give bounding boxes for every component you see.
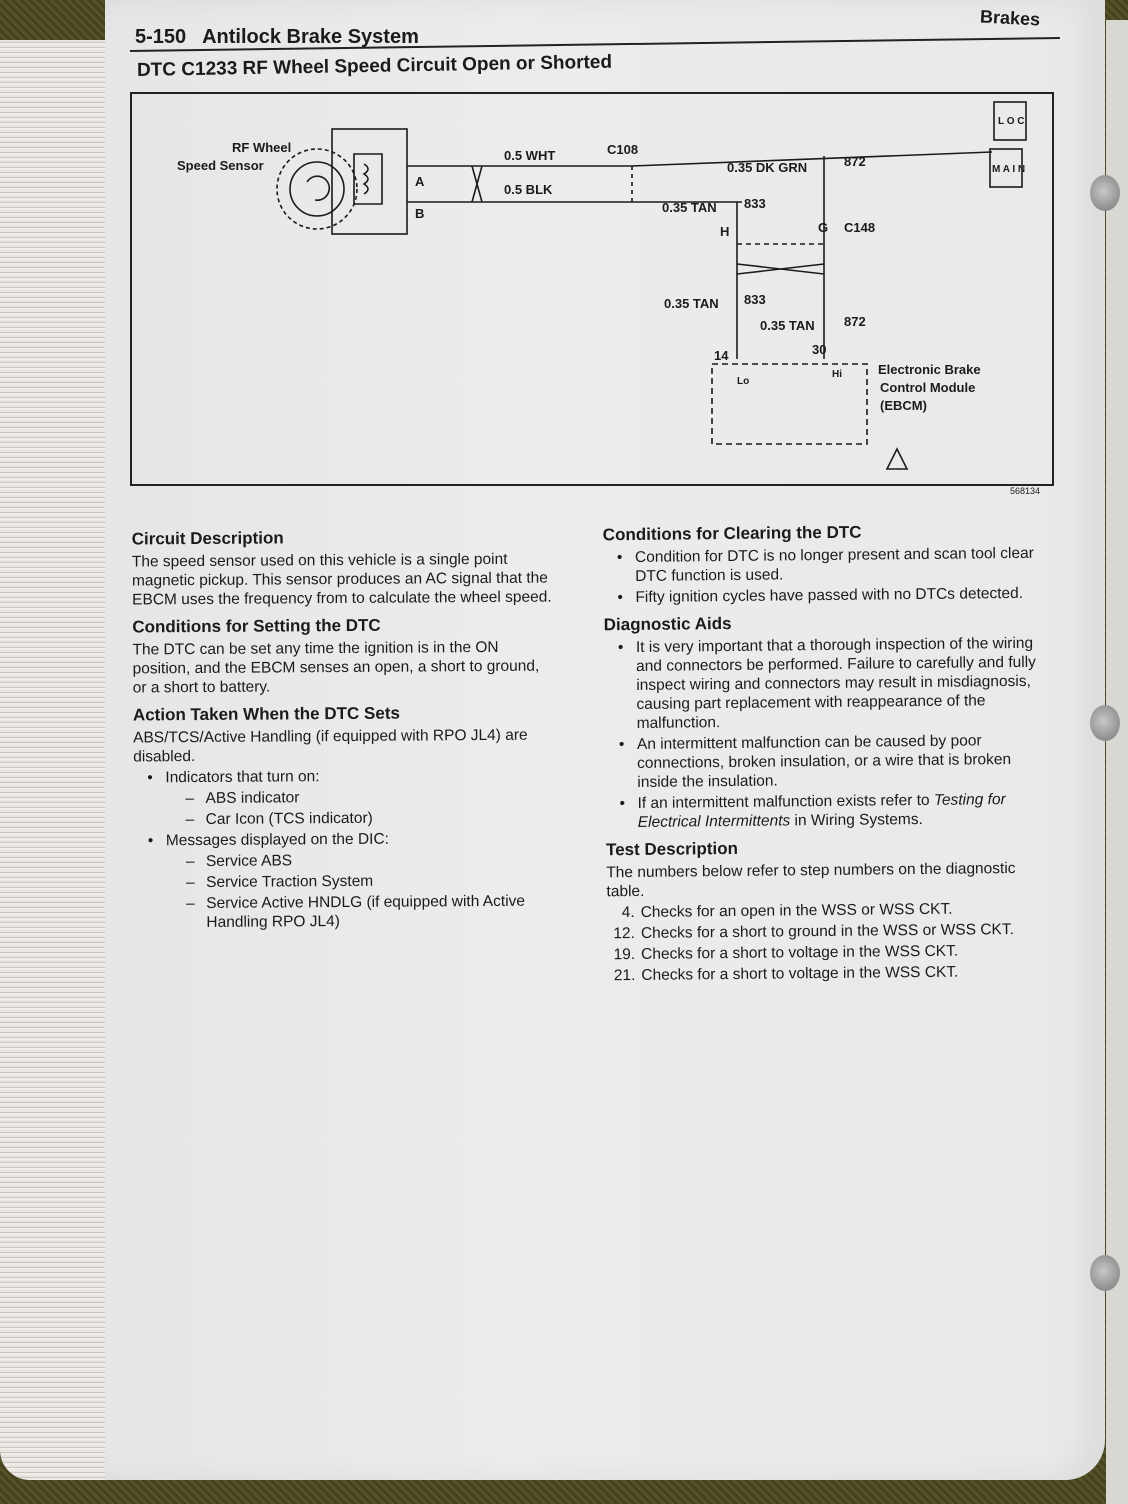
- c108-label: C108: [607, 142, 639, 157]
- figure-number: 568134: [1010, 486, 1041, 496]
- messages-label: Messages displayed on the DIC:: [165, 830, 390, 850]
- circuit-833-b-label: 833: [744, 292, 766, 307]
- circuit-872-b-label: 872: [844, 314, 866, 329]
- hi-label: Hi: [832, 369, 842, 380]
- sensor-label-2: Speed Sensor: [177, 158, 264, 173]
- list-item: – Service Traction System: [186, 872, 374, 892]
- right-column: [603, 513, 1048, 988]
- page-stack-edge: [0, 40, 120, 1480]
- conditions-clearing-heading: Conditions for Clearing the DTC: [602, 522, 862, 545]
- lo-label: Lo: [737, 376, 750, 387]
- step-text: Checks for an open in the WSS or WSS CKT.: [640, 900, 953, 921]
- twisted-pair-mark-2: [737, 264, 824, 274]
- step-item: [607, 920, 1047, 944]
- list-item: – ABS indicator: [185, 789, 300, 808]
- sensor-wheel-outline: [277, 149, 357, 229]
- circuit-description-heading: Circuit Description: [131, 528, 284, 549]
- step-item: [607, 941, 1047, 965]
- aid-item: An intermittent malfunction can be caused by poor connections, broken insulation, or a wire that is broken inside the insulation.: [636, 732, 1012, 791]
- test-description-text: The numbers below refer to step numbers on the diagnostic table.: [606, 860, 1016, 901]
- clearing-item: Condition for DTC is no longer present and scan tool clear DTC function is used.: [634, 544, 1034, 585]
- pin-14-label: 14: [714, 348, 729, 363]
- wiring-reference-link: Testing for Electrical Intermittents: [637, 791, 1006, 831]
- message-item: Service ABS: [205, 852, 293, 870]
- indicator-item: Car Icon (TCS indicator): [205, 809, 373, 828]
- page-header: [135, 26, 419, 49]
- diagnostic-aids-heading: Diagnostic Aids: [603, 613, 732, 635]
- test-description-heading: Test Description: [605, 838, 739, 860]
- wiring-diagram: [130, 92, 1054, 486]
- circuit-description-text: The speed sensor used on this vehicle is a single point magnetic pickup. This sensor produces an AC signal that the EBCM uses the frequency from to calculate the wheel speed.: [131, 550, 552, 609]
- indicator-item: ABS indicator: [205, 789, 300, 807]
- binder-hole: [1090, 1255, 1120, 1291]
- pin-h-label: H: [720, 224, 730, 239]
- step-item: [607, 899, 1047, 923]
- sensor-label-1: RF Wheel: [232, 140, 292, 155]
- esd-warning-icon: [887, 449, 907, 469]
- wire-wht-label: 0.5 WHT: [504, 148, 556, 163]
- list-item: • Condition for DTC is no longer present and scan tool clear DTC function is used.: [616, 544, 1034, 585]
- section-title: Antilock Brake System: [202, 26, 419, 48]
- pin-a-label: A: [415, 174, 425, 189]
- tone-ring: [290, 162, 344, 216]
- wire-tan-label-2: 0.35 TAN: [664, 296, 719, 311]
- binder-hole: [1090, 175, 1120, 211]
- main-icon-label: M A I N: [992, 164, 1026, 175]
- list-item: • Fifty ignition cycles have passed with no DTCs detected.: [617, 584, 1024, 607]
- message-item: Service Active HNDLG (if equipped with Active Handling RPO JL4): [206, 892, 526, 931]
- circuit-872-label: 872: [844, 154, 866, 169]
- pin-g-label: G: [818, 220, 829, 235]
- action-taken-text: ABS/TCS/Active Handling (if equipped with RPO JL4) are disabled.: [133, 726, 528, 766]
- step-item: [607, 962, 1047, 986]
- list-item: – Service Active HNDLG (if equipped with Active Handling RPO JL4): [186, 892, 526, 931]
- step-number: 21.: [613, 966, 636, 985]
- left-column: [132, 519, 555, 935]
- c148-label: C148: [844, 220, 876, 235]
- list-item: – Service ABS: [185, 852, 293, 871]
- rotation-arrow: [307, 176, 329, 200]
- coil-winding: [364, 164, 368, 194]
- circuit-833-label: 833: [744, 196, 766, 211]
- step-text: Checks for a short to voltage in the WSS CKT.: [641, 963, 959, 984]
- clearing-item: Fifty ignition cycles have passed with no DTCs detected.: [635, 584, 1024, 606]
- binder-hole: [1090, 705, 1120, 741]
- chapter-title: Brakes: [979, 6, 1041, 30]
- aid-item-suffix: in Wiring Systems.: [790, 810, 923, 830]
- list-item: • Indicators that turn on:: [147, 768, 320, 787]
- aid-item: It is very important that a thorough inspection of the wiring and connectors be performed. Failure to carefully and fully inspect wiring and connectors may result in misdiagnosis, causing part replacement with reappearance of the malfunction.: [635, 634, 1036, 732]
- wire-blk-label: 0.5 BLK: [504, 182, 553, 197]
- list-item: • If an intermittent malfunction exists refer to Testing for Electrical Intermittents in Wiring Systems.: [619, 791, 1006, 831]
- step-number: 19.: [613, 945, 636, 964]
- list-item: • It is very important that a thorough inspection of the wiring and connectors be performed. Failure to carefully and fully inspect wiring and connectors may result in misdiagnosis, causing part replacement with reappearance of the malfunction.: [617, 634, 1036, 732]
- loc-icon-label: L O C: [998, 116, 1025, 127]
- indicators-label: Indicators that turn on:: [165, 768, 320, 787]
- step-number: 12.: [613, 925, 636, 943]
- pin-b-label: B: [415, 206, 425, 221]
- list-item: • An intermittent malfunction can be caused by poor connections, broken insulation, or a wire that is broken inside the insulation.: [618, 732, 1012, 791]
- wire-dkgrn-label: 0.35 DK GRN: [727, 160, 808, 175]
- page-number: 5-150: [135, 26, 187, 48]
- module-label-3: (EBCM): [880, 398, 927, 413]
- page-title: DTC C1233 RF Wheel Speed Circuit Open or Shorted: [136, 51, 613, 81]
- aid-item-prefix: If an intermittent malfunction exists refer to: [637, 791, 934, 812]
- module-label-2: Control Module: [880, 380, 976, 395]
- module-label-1: Electronic Brake: [878, 362, 981, 377]
- pin-30-label: 30: [812, 342, 827, 357]
- twisted-pair-mark: [472, 166, 482, 202]
- wire-tan-label-1: 0.35 TAN: [662, 200, 717, 215]
- wire-dkgrn: [632, 152, 992, 166]
- step-text: Checks for a short to voltage in the WSS CKT.: [641, 942, 959, 963]
- step-text: Checks for a short to ground in the WSS or WSS CKT.: [640, 921, 1014, 942]
- message-item: Service Traction System: [206, 872, 374, 891]
- conditions-setting-text: The DTC can be set any time the ignition is in the ON position, and the EBCM senses an open, a short to ground, or a short to battery.: [132, 638, 540, 697]
- list-item: • Messages displayed on the DIC:: [147, 830, 390, 850]
- list-item: – Car Icon (TCS indicator): [185, 809, 373, 829]
- step-number: 4.: [621, 904, 635, 922]
- action-taken-heading: Action Taken When the DTC Sets: [132, 703, 400, 725]
- wire-tan-label-3: 0.35 TAN: [760, 318, 815, 333]
- ebcm-box: [712, 364, 867, 444]
- wiring-diagram-svg: [132, 94, 1052, 484]
- conditions-setting-heading: Conditions for Setting the DTC: [132, 615, 381, 637]
